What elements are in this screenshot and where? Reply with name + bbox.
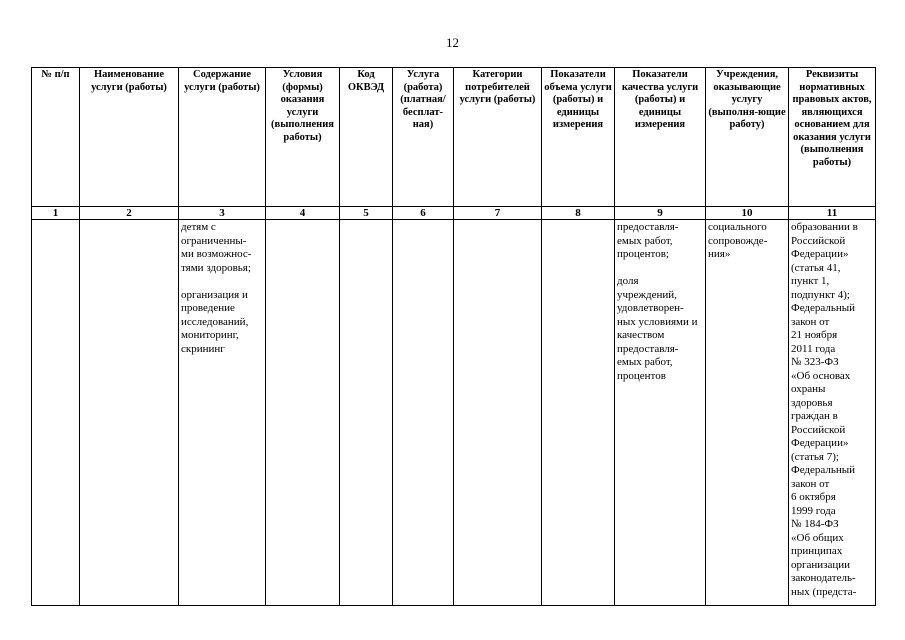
services-table: [31, 67, 876, 606]
header-conditions: Условия (формы) оказания услуги (выполнения работы): [266, 68, 340, 207]
column-number: 4: [266, 207, 340, 220]
header-legal-acts: Реквизиты нормативных правовых актов, являющихся основанием для оказания услуги (выполнения работы): [789, 68, 876, 207]
cell-legal-acts: образовании в Российской Федерации» (статья 41, пункт 1, подпункт 4); Федеральный закон от 21 ноября 2011 года № 323-ФЗ «Об основах охраны здоровья граждан в Российской Федерации» (статья 7); Федеральный закон от 6 октября 1999 года № 184-ФЗ «Об общих принципах организации законодатель- ных (предста-: [789, 220, 876, 606]
cell-volume-indicators: [542, 220, 615, 606]
column-number: 5: [340, 207, 393, 220]
column-number: 7: [454, 207, 542, 220]
column-number: 2: [80, 207, 179, 220]
header-institutions: Учреждения, оказывающие услугу (выполня-ющие работу): [706, 68, 789, 207]
header-consumer-categories: Категории потребителей услуги (работы): [454, 68, 542, 207]
header-service-name: Наименование услуги (работы): [80, 68, 179, 207]
cell-number: [32, 220, 80, 606]
table-row: [32, 220, 876, 606]
cell-conditions: [266, 220, 340, 606]
cell-consumer-categories: [454, 220, 542, 606]
page-number: 12: [446, 35, 459, 50]
column-number: 1: [32, 207, 80, 220]
column-number: 3: [179, 207, 266, 220]
column-number: 9: [615, 207, 706, 220]
header-okved-code: Код ОКВЭД: [340, 68, 393, 207]
column-number-row: [32, 207, 876, 220]
column-number: 8: [542, 207, 615, 220]
column-number: 6: [393, 207, 454, 220]
column-number: 10: [706, 207, 789, 220]
cell-service-name: [80, 220, 179, 606]
header-quality-indicators: Показатели качества услуги (работы) и единицы измерения: [615, 68, 706, 207]
cell-quality-indicators: предоставля- емых работ, процентов; доля учреждений, удовлетворен- ных условиями и качеством предоставля- емых работ, процентов: [615, 220, 706, 606]
cell-okved-code: [340, 220, 393, 606]
header-row: [32, 68, 876, 207]
cell-institutions: социального сопровожде- ния»: [706, 220, 789, 606]
header-paid-free: Услуга (работа) (платная/ бесплат-ная): [393, 68, 454, 207]
header-number: № п/п: [32, 68, 80, 207]
column-number: 11: [789, 207, 876, 220]
header-volume-indicators: Показатели объема услуги (работы) и единицы измерения: [542, 68, 615, 207]
cell-paid-free: [393, 220, 454, 606]
header-service-content: Содержание услуги (работы): [179, 68, 266, 207]
cell-service-content: детям с ограниченны- ми возможнос- тями здоровья; организация и проведение исследований, мониторинг, скрининг: [179, 220, 266, 606]
